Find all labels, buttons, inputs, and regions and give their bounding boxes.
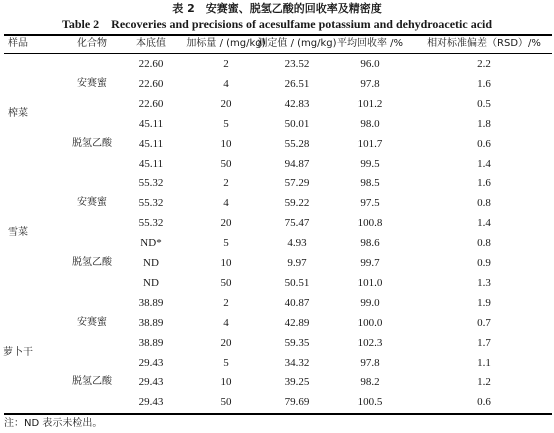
table-cell: 45.11 — [138, 137, 164, 150]
table-cell: 4 — [223, 77, 229, 90]
table-cell: 0.5 — [477, 97, 491, 110]
top-rule — [4, 34, 552, 36]
column-header: 测定值 / (mg/kg) — [257, 38, 337, 49]
table-cell: 2 — [223, 177, 229, 190]
table-cell: 38.89 — [138, 296, 164, 309]
column-header: 平均回收率 /% — [336, 38, 404, 49]
table-cell: 1.7 — [477, 336, 491, 349]
table-cell: 23.52 — [284, 58, 310, 70]
sample-label: 雪菜 — [8, 227, 28, 239]
compound-label: 安赛蜜 — [77, 77, 107, 89]
table-cell: 38.89 — [138, 316, 164, 329]
table-cell: 94.87 — [284, 157, 310, 170]
table-footnote: 注：ND 表示未检出。 — [4, 418, 103, 429]
compound-label: 脱氢乙酸 — [72, 257, 112, 268]
table-cell: 97.8 — [360, 77, 380, 90]
table-cell: 50.51 — [284, 276, 310, 289]
table-cell: 45.11 — [138, 157, 164, 170]
table-cell: 1.8 — [477, 117, 491, 130]
column-header: 加标量 / (mg/kg) — [186, 38, 266, 49]
sample-label: 萝卜干 — [3, 346, 33, 358]
column-header: 本底值 — [136, 38, 166, 49]
table-cell: 26.51 — [284, 77, 310, 90]
table-cell: 50.01 — [284, 117, 310, 130]
table-cell: 29.43 — [138, 396, 164, 409]
table-cell: 10 — [220, 376, 232, 389]
table-title-english: Table 2 Recoveries and precisions of acesulfame potassium and dehydroacetic acid — [61, 17, 493, 31]
table-cell: 59.22 — [284, 197, 310, 210]
table-cell: 97.8 — [360, 356, 380, 369]
table-cell: 2 — [223, 296, 229, 309]
table-cell: 1.1 — [477, 356, 491, 369]
table-cell: 10 — [220, 137, 232, 150]
table-cell: 0.6 — [477, 396, 491, 409]
table-cell: 38.89 — [138, 336, 164, 349]
compound-label: 脱氢乙酸 — [72, 376, 112, 388]
table-cell: 79.69 — [284, 396, 310, 409]
table-cell: ND — [143, 257, 159, 269]
table-cell: 45.11 — [138, 117, 164, 130]
table-cell: ND* — [140, 237, 162, 250]
column-header: 化合物 — [77, 38, 107, 49]
table-cell: 4 — [223, 197, 229, 210]
table-cell: 29.43 — [138, 356, 164, 369]
header-rule — [4, 53, 552, 54]
compound-label: 安赛蜜 — [77, 197, 107, 209]
table-cell: 1.9 — [477, 296, 491, 309]
table-cell: 2.2 — [477, 58, 491, 70]
table-cell: 9.97 — [287, 257, 307, 269]
table-cell: 1.6 — [477, 177, 491, 190]
table-cell: 1.2 — [477, 376, 491, 389]
table-cell: 101.7 — [357, 137, 383, 150]
table-cell: 0.7 — [477, 316, 491, 329]
table-cell: 102.3 — [357, 336, 383, 349]
table-cell: 55.32 — [138, 217, 164, 230]
sample-label: 榨菜 — [8, 107, 28, 119]
table-cell: 0.6 — [477, 137, 491, 150]
table-cell: 98.0 — [360, 117, 380, 130]
table-cell: 59.35 — [284, 336, 310, 349]
table-cell: 97.5 — [360, 197, 380, 210]
table-cell: 101.2 — [357, 97, 383, 110]
compound-label: 脱氢乙酸 — [72, 137, 112, 149]
table-cell: 20 — [220, 97, 232, 110]
table-cell: 0.8 — [477, 237, 491, 250]
table-cell: 40.87 — [284, 296, 310, 309]
column-header: 样品 — [8, 38, 28, 49]
bottom-rule — [4, 413, 552, 415]
table-cell: 10 — [220, 257, 232, 269]
table-cell: 1.3 — [477, 276, 491, 289]
table-cell: 5 — [223, 356, 229, 369]
table-cell: 4.93 — [287, 237, 307, 250]
table-cell: 0.8 — [477, 197, 491, 210]
table-title-chinese: 表 2 安赛蜜、脱氢乙酸的回收率及精密度 — [172, 2, 382, 15]
table-cell: 57.29 — [284, 177, 310, 190]
table-cell: 29.43 — [138, 376, 164, 389]
table-cell: 98.2 — [360, 376, 380, 389]
table-cell: 50 — [220, 276, 232, 289]
table-cell: 55.32 — [138, 197, 164, 210]
table-cell: 100.0 — [357, 316, 383, 329]
table-cell: 39.25 — [284, 376, 310, 389]
table-cell: 22.60 — [138, 77, 164, 90]
table-cell: 42.89 — [284, 316, 310, 329]
table-cell: 100.8 — [357, 217, 383, 230]
table-cell: 20 — [220, 336, 232, 349]
table-cell: 34.32 — [284, 356, 310, 369]
table-cell: 22.60 — [138, 97, 164, 110]
table-cell: 1.4 — [477, 217, 491, 230]
table-cell: 5 — [223, 237, 229, 250]
table-cell: ND — [143, 276, 159, 289]
table-cell: 96.0 — [360, 58, 380, 70]
table-cell: 55.28 — [284, 137, 310, 150]
table-cell: 101.0 — [357, 276, 383, 289]
table-cell: 99.7 — [360, 257, 380, 269]
table-cell: 4 — [223, 316, 229, 329]
table-cell: 75.47 — [284, 217, 310, 230]
table-cell: 1.4 — [477, 157, 491, 170]
compound-label: 安赛蜜 — [77, 316, 107, 328]
table-cell: 42.83 — [284, 97, 310, 110]
table-cell: 98.5 — [360, 177, 380, 190]
table-cell: 22.60 — [138, 58, 164, 70]
column-header: 相对标准偏差（RSD）/% — [427, 38, 541, 49]
table-cell: 99.0 — [360, 296, 380, 309]
table-cell: 55.32 — [138, 177, 164, 190]
table-cell: 5 — [223, 117, 229, 130]
table-cell: 98.6 — [360, 237, 380, 250]
table-cell: 20 — [220, 217, 232, 230]
table-cell: 100.5 — [357, 396, 383, 409]
table-cell: 99.5 — [360, 157, 380, 170]
table-cell: 1.6 — [477, 77, 491, 90]
table-cell: 50 — [220, 157, 232, 170]
table-cell: 0.9 — [477, 257, 491, 269]
table-cell: 2 — [223, 58, 229, 70]
table-cell: 50 — [220, 396, 232, 409]
